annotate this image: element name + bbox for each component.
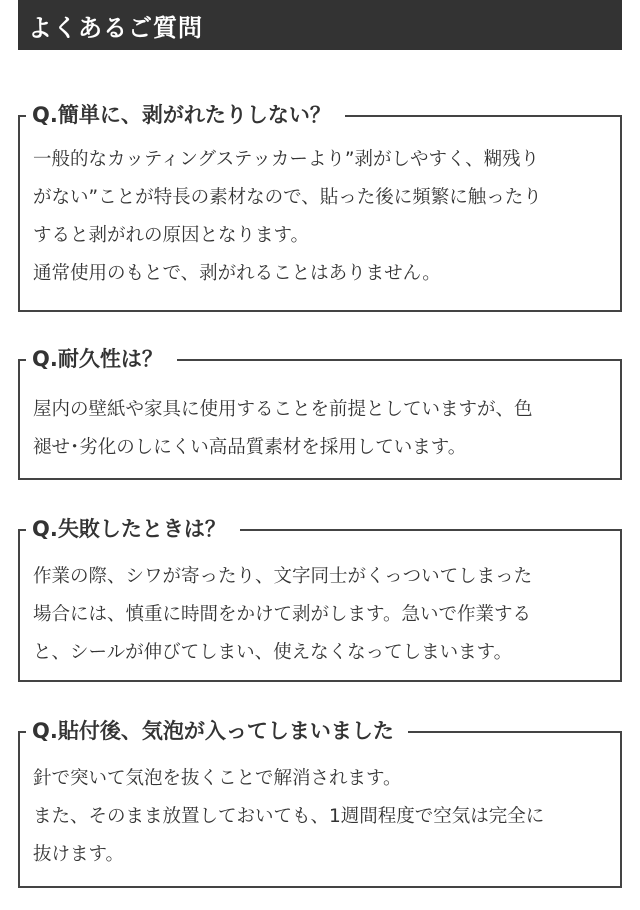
faq-answer-line: と、シールが伸びてしまい、使えなくなってしまいます。	[33, 642, 513, 663]
faq-question: Q.貼付後、気泡が入ってしまいました	[26, 716, 408, 746]
faq-question: Q.失敗したときは？	[26, 514, 240, 544]
page-title: よくあるご質問	[28, 13, 203, 42]
faq-question: Q.耐久性は？	[26, 344, 177, 374]
faq-item	[18, 517, 622, 682]
faq-item	[18, 103, 622, 312]
faq-answer	[20, 733, 620, 874]
faq-header	[18, 0, 622, 50]
faq-answer	[20, 117, 620, 293]
faq-answer-line: 一般的なカッティングステッカーより”剥がしやすく、糊残り	[33, 149, 540, 170]
faq-answer-line: 褪せ･劣化のしにくい高品質素材を採用しています。	[33, 437, 467, 458]
faq-answer-line: 抜けます。	[33, 844, 125, 865]
faq-answer	[20, 531, 620, 672]
faq-answer-line: すると剥がれの原因となります。	[33, 225, 310, 246]
faq-answer-line: 作業の際、シワが寄ったり、文字同士がくっついてしまった	[33, 566, 533, 587]
faq-answer-line: がない”ことが特長の素材なので、貼った後に頻繁に触ったり	[33, 187, 542, 208]
faq-answer-line: また、そのまま放置しておいても、1週間程度で空気は完全に	[33, 806, 545, 827]
faq-answer	[20, 361, 620, 467]
faq-question: Q.簡単に、剥がれたりしない？	[26, 100, 345, 130]
faq-item	[18, 347, 622, 480]
faq-answer-line: 通常使用のもとで、剥がれることはありません。	[33, 263, 441, 284]
faq-item	[18, 719, 622, 888]
faq-answer-line: 針で突いて気泡を抜くことで解消されます。	[33, 768, 402, 789]
faq-answer-line: 屋内の壁紙や家具に使用することを前提としていますが、色	[33, 399, 533, 420]
faq-answer-line: 場合には、慎重に時間をかけて剥がします。急いで作業する	[33, 604, 532, 625]
